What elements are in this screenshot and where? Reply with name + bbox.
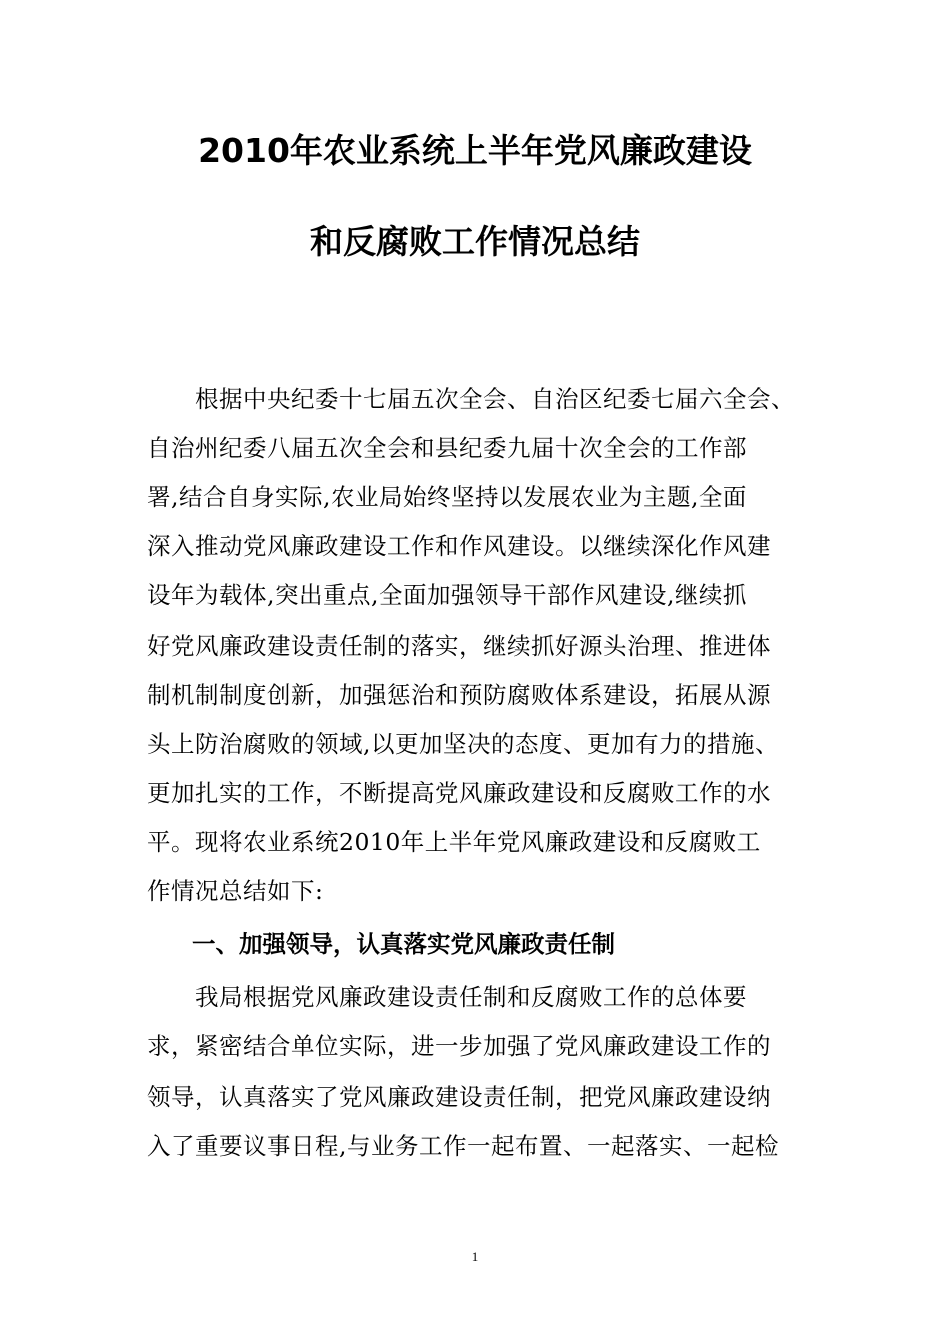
page-number: 1: [471, 1249, 479, 1264]
document-title-line-1: 2010年农业系统上半年党风廉政建设: [198, 131, 752, 170]
paragraph-1-line: 自治州纪委八届五次全会和县纪委九届十次全会的工作部: [147, 434, 747, 462]
paragraph-1-line: 设年为载体,突出重点,全面加强领导干部作风建设,继续抓: [147, 581, 747, 609]
paragraph-1-line: 署,结合自身实际,农业局始终坚持以发展农业为主题,全面: [147, 483, 747, 511]
paragraph-2-line: 我局根据党风廉政建设责任制和反腐败工作的总体要: [147, 983, 747, 1011]
paragraph-1-line: 好党风廉政建设责任制的落实，继续抓好源头治理、推进体: [147, 632, 771, 660]
paragraph-1-line: 头上防治腐败的领域,以更加坚决的态度、更加有力的措施、: [147, 730, 779, 758]
paragraph-1-line: 平。现将农业系统2010年上半年党风廉政建设和反腐败工: [147, 828, 761, 856]
section-heading: 一、加强领导，认真落实党风廉政责任制: [192, 930, 615, 958]
paragraph-2-line: 领导，认真落实了党风廉政建设责任制，把党风廉政建设纳: [147, 1083, 771, 1111]
paragraph-1-line: 作情况总结如下:: [147, 877, 324, 905]
paragraph-1-line: 更加扎实的工作，不断提高党风廉政建设和反腐败工作的水: [147, 779, 771, 807]
paragraph-1-line: 深入推动党风廉政建设工作和作风建设。以继续深化作风建: [147, 532, 771, 560]
paragraph-1-line: 制机制制度创新，加强惩治和预防腐败体系建设，拓展从源: [147, 681, 771, 709]
paragraph-2-line: 求，紧密结合单位实际，进一步加强了党风廉政建设工作的: [147, 1032, 771, 1060]
paragraph-1-line: 根据中央纪委十七届五次全会、自治区纪委七届六全会、: [147, 385, 795, 413]
paragraph-2-line: 入了重要议事日程,与业务工作一起布置、一起落实、一起检: [147, 1132, 779, 1160]
document-title-line-2: 和反腐败工作情况总结: [310, 222, 640, 261]
